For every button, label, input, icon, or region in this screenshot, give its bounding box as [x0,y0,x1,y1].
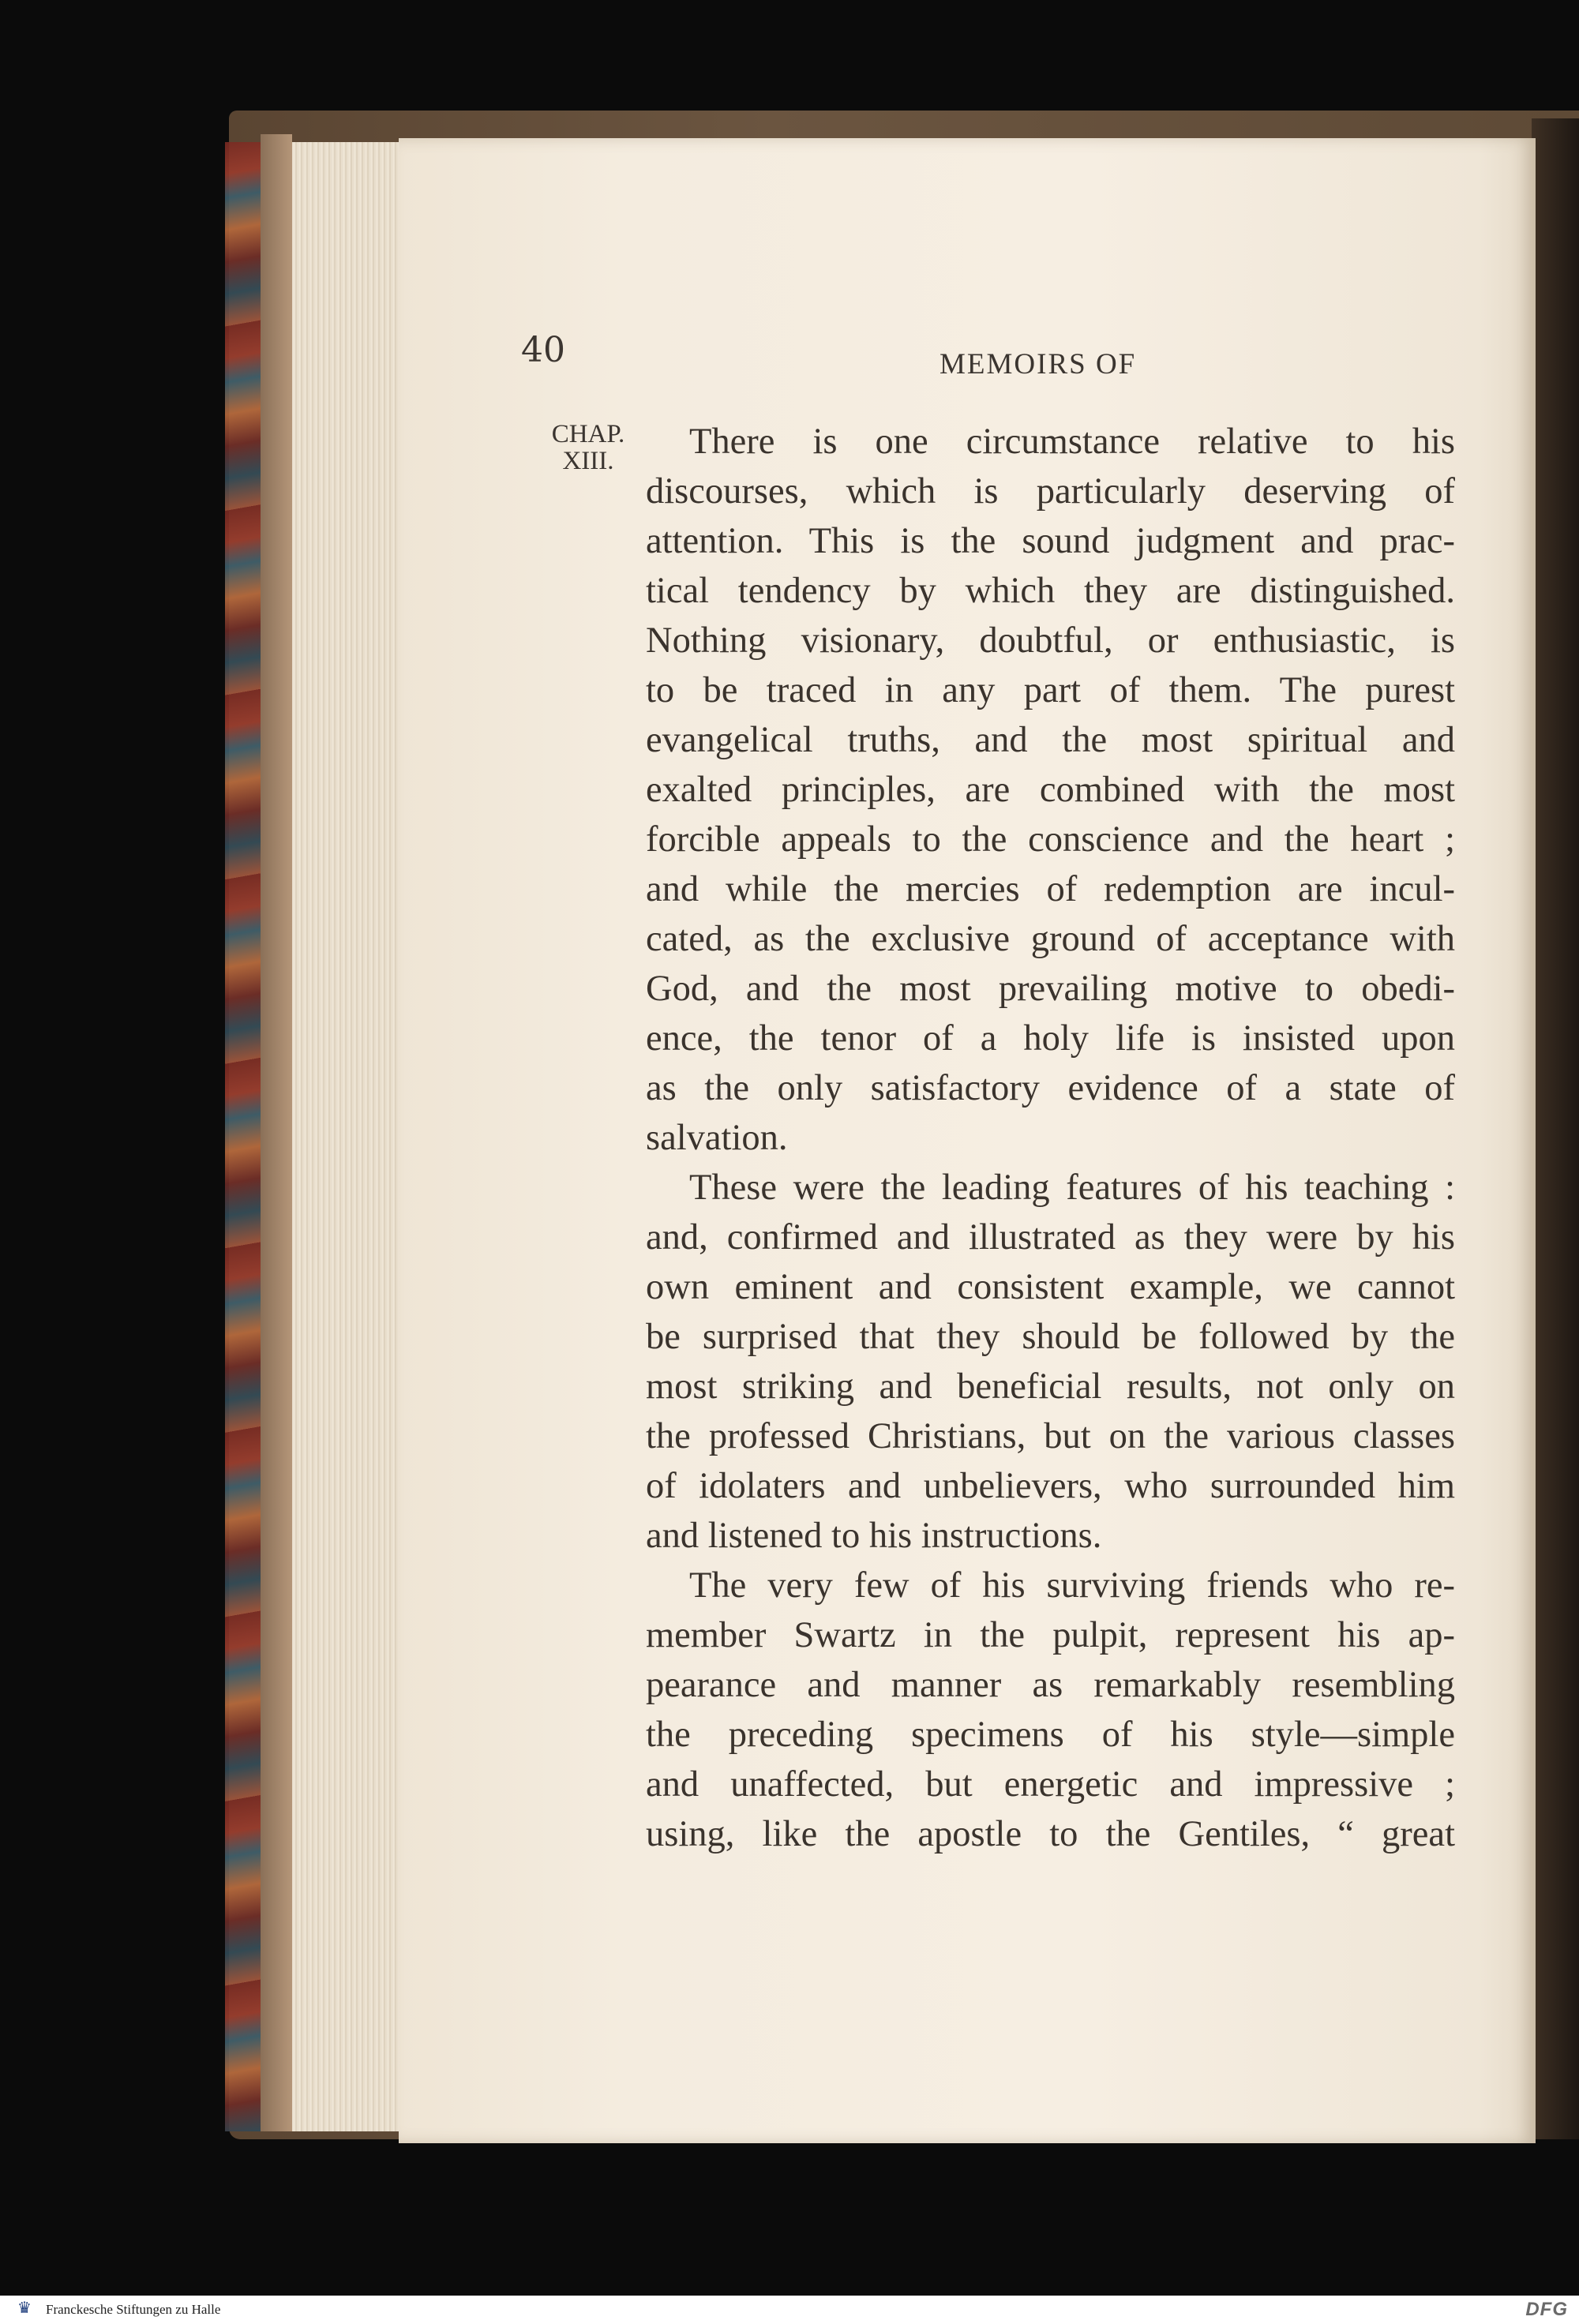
text-line: be surprised that they should be followed by the [646,1317,1455,1357]
text-line: The very few of his surviving friends who re- [689,1565,1455,1606]
text-line: exalted principles, are combined with the most [646,770,1455,810]
text-line: the preceding specimens of his style—simple [646,1715,1455,1755]
running-head: MEMOIRS OF [940,348,1137,380]
body-text [646,417,1455,1859]
text-line: There is one circumstance relative to his [689,422,1455,462]
text-line: own eminent and consistent example, we cannot [646,1267,1455,1307]
text-line: attention. This is the sound judgment and prac- [646,521,1455,561]
right-cover [1532,118,1579,2139]
text-line: ence, the tenor of a holy life is insisted upon [646,1018,1455,1059]
margin-note-number: XIII. [562,447,614,475]
text-line: member Swartz in the pulpit, represent his ap- [646,1615,1455,1655]
text-line: to be traced in any part of them. The purest [646,670,1455,710]
foundation-crest-icon: ♛ [17,2298,32,2317]
text-line: God, and the most prevailing motive to obedi- [646,969,1455,1009]
institution-credit: Franckesche Stiftungen zu Halle [46,2302,221,2317]
margin-note-chap: CHAP. [551,420,625,448]
text-line: evangelical truths, and the most spiritual and [646,720,1455,760]
text-line: and, confirmed and illustrated as they were by his [646,1217,1455,1258]
text-line: the professed Christians, but on the various classes [646,1416,1455,1456]
text-line: cated, as the exclusive ground of acceptance with [646,919,1455,959]
viewer-footer [0,2296,1579,2324]
text-line: discourses, which is particularly deserving of [646,471,1455,512]
text-line: These were the leading features of his teaching : [689,1168,1455,1208]
board-edge [261,134,292,2131]
text-line: and while the mercies of redemption are incul- [646,869,1455,909]
page-number: 40 [521,330,565,370]
text-line: of idolaters and unbelievers, who surrounded him [646,1466,1455,1506]
text-line: tical tendency by which they are distinguished. [646,571,1455,611]
text-line: most striking and beneficial results, not only on [646,1366,1455,1407]
text-line: and listened to his instructions. [646,1516,1102,1556]
page-block-edges [292,142,403,2131]
text-line: as the only satisfactory evidence of a state of [646,1068,1455,1108]
text-line: and unaffected, but energetic and impressive ; [646,1764,1455,1805]
dfg-badge: DFG [1525,2299,1568,2320]
text-line: using, like the apostle to the Gentiles, “ great [646,1814,1455,1854]
text-line: salvation. [646,1118,788,1158]
text-line: Nothing visionary, doubtful, or enthusiastic, is [646,620,1455,661]
chapter-margin-note [537,421,639,474]
text-line: forcible appeals to the conscience and the heart ; [646,819,1455,860]
text-line: pearance and manner as remarkably resembling [646,1665,1455,1705]
